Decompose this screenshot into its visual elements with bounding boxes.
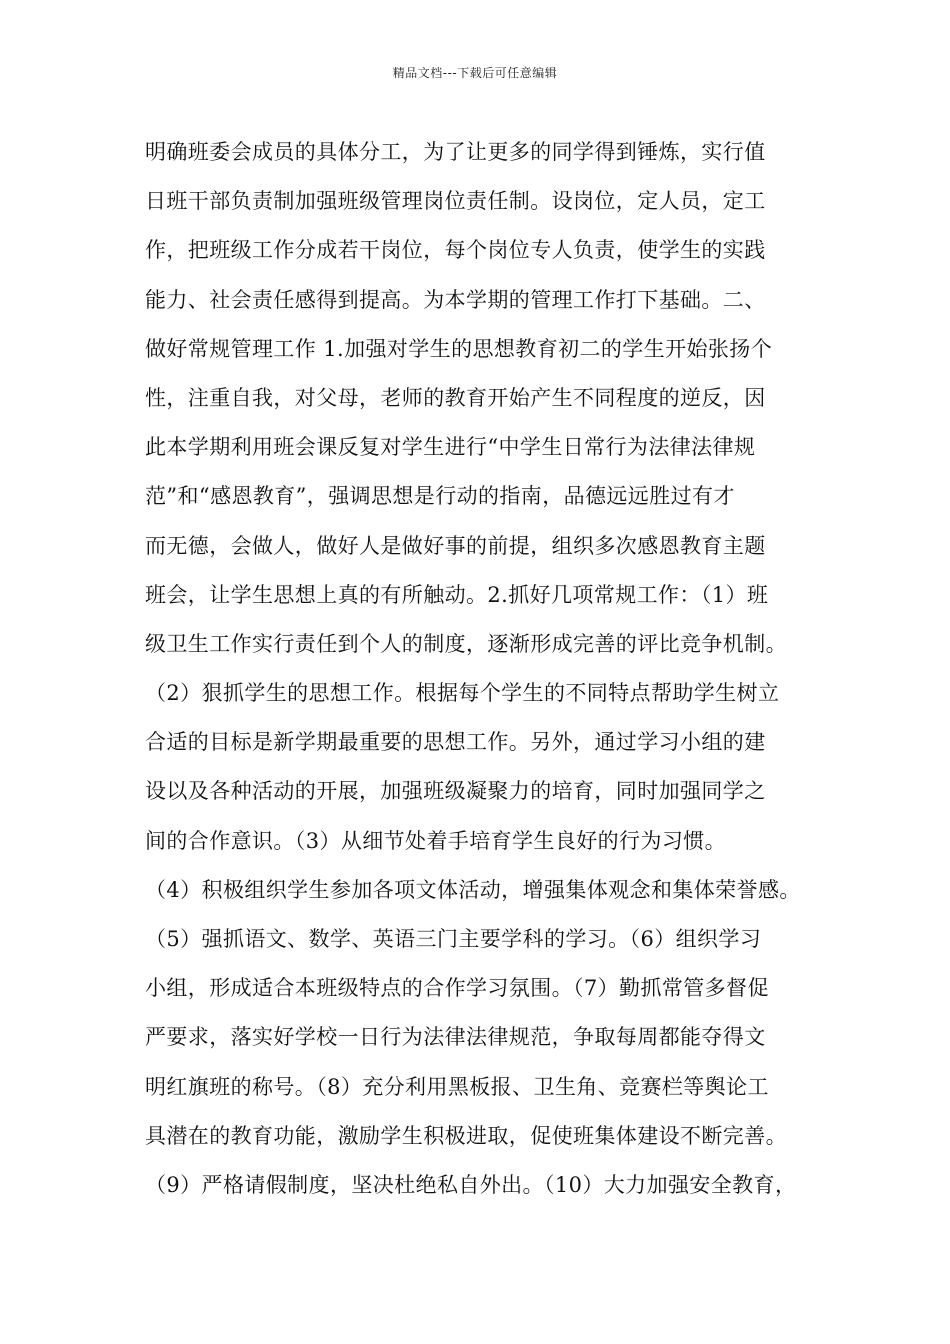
text-line: 小组，形成适合本班级特点的合作学习氛围。（7）勤抓常管多督促 — [145, 976, 769, 1001]
body-text — [145, 128, 835, 1210]
text-line: 合适的目标是新学期最重要的思想工作。另外，通过学习小组的建 — [145, 730, 766, 755]
text-line: 作，把班级工作分成若干岗位，每个岗位专人负责，使学生的实践 — [145, 238, 766, 263]
text-line: 严要求，落实好学校一日行为法律法律规范，争取每周都能夺得文 — [145, 1025, 766, 1050]
text-line: 班会，让学生思想上真的有所触动。2.抓好几项常规工作：（1）班 — [145, 582, 769, 607]
text-line: 明红旗班的称号。（8）充分利用黑板报、卫生角、竞赛栏等舆论工 — [145, 1074, 769, 1099]
text-line: （9）严格请假制度，坚决杜绝私自外出。（10）大力加强安全教育， — [145, 1172, 797, 1197]
text-line: 设以及各种活动的开展，加强班级凝聚力的培育，同时加强同学之 — [145, 779, 766, 804]
text-line: （2）狠抓学生的思想工作。根据每个学生的不同特点帮助学生树立 — [145, 681, 780, 706]
text-line: 范”和“感恩教育”，强调思想是行动的指南，品德远远胜过有才 — [145, 484, 735, 509]
text-line: 具潜在的教育功能，激励学生积极进取，促使班集体建设不断完善。 — [145, 1123, 787, 1148]
text-line: 能力、社会责任感得到提高。为本学期的管理工作打下基础。二、 — [145, 287, 766, 312]
text-line: 明确班委会成员的具体分工，为了让更多的同学得到锤炼，实行值 — [145, 140, 766, 164]
text-line: 日班干部负责制加强班级管理岗位责任制。设岗位，定人员，定工 — [145, 189, 766, 214]
text-line: 间的合作意识。（3）从细节处着手培育学生良好的行为习惯。 — [145, 828, 727, 853]
text-line: 此本学期利用班会课反复对学生进行“中学生日常行为法律法律规 — [145, 435, 756, 460]
page-header: 精品文档---下载后可任意编辑 — [392, 66, 558, 80]
text-line: （5）强抓语文、数学、英语三门主要学科的学习。（6）组织学习 — [145, 927, 762, 951]
text-line: 做好常规管理工作 1.加强对学生的思想教育初二的学生开始张扬个 — [145, 336, 773, 361]
text-line: 性，注重自我，对父母，老师的教育开始产生不同程度的逆反，因 — [145, 385, 766, 410]
text-line: 而无德，会做人，做好人是做好事的前提，组织多次感恩教育主题 — [145, 533, 766, 558]
text-line: （4）积极组织学生参加各项文体活动，增强集体观念和集体荣誉感。 — [145, 877, 801, 902]
text-line: 级卫生工作实行责任到个人的制度，逐渐形成完善的评比竞争机制。 — [145, 631, 787, 656]
